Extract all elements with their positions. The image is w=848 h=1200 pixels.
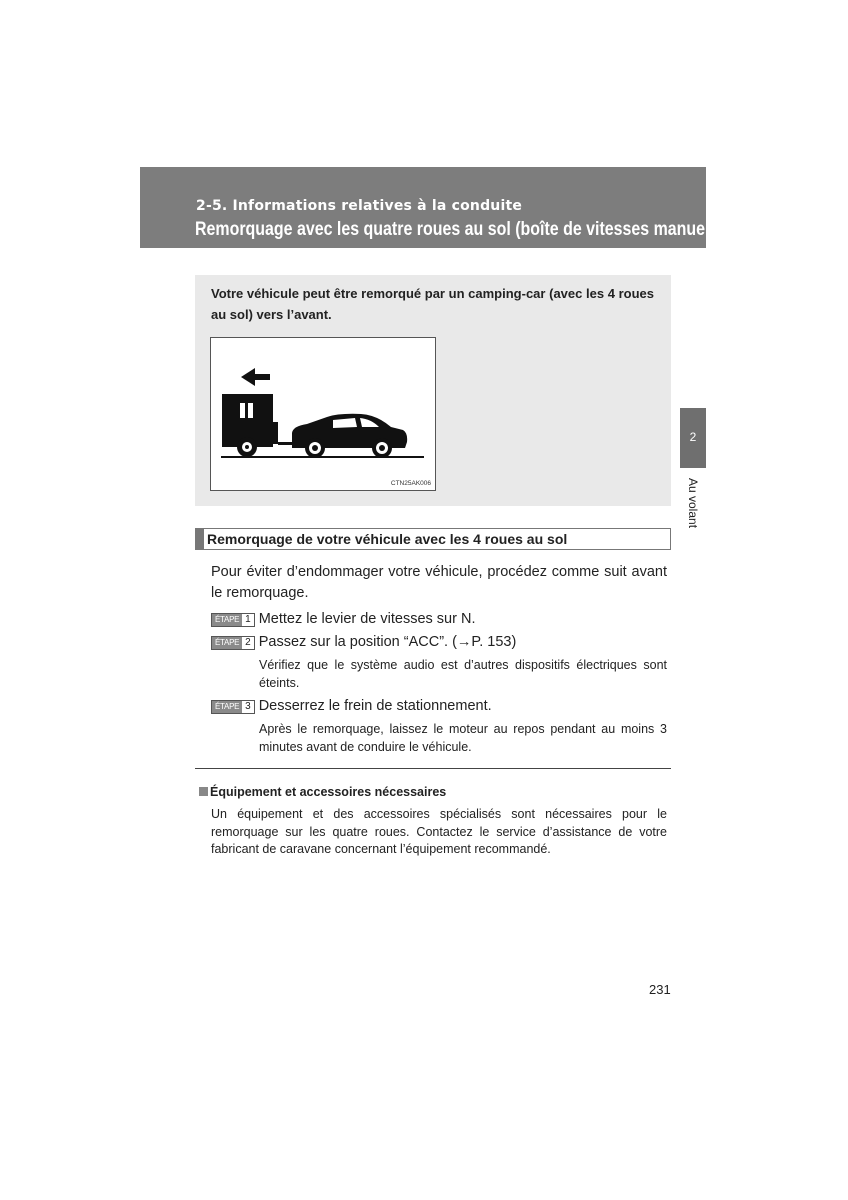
header-band [140,167,729,248]
towing-illustration-drawing [211,338,435,490]
camping-car-icon [222,394,292,457]
ground-line [221,456,424,458]
divider [195,768,671,769]
page-title: Remorquage avec les quatre roues au sol (boîte de vitesses manuelle) [195,219,729,240]
chapter-number: 2 [689,430,697,444]
step-badge-label: ÉTAPE [212,614,242,626]
intro-box [195,275,671,506]
step-text: Passez sur la position “ACC”. (→P. 153) [258,634,517,650]
step-badge [211,613,255,627]
chapter-tab[interactable] [680,408,706,468]
step-badge-label: ÉTAPE [212,701,242,713]
equipment-heading [199,785,446,799]
equipment-heading-text: Équipement et accessoires nécessaires [210,785,447,799]
subsection-heading [195,528,671,550]
step-badge [211,700,255,714]
car-icon [292,414,407,458]
step-3-note: Après le remorquage, laissez le moteur au repos pendant au moins 3 minutes avant de conduire le véhicule. [259,722,667,754]
step-badge [211,636,255,650]
step-2-note: Vérifiez que le système audio est d’autres dispositifs électriques sont éteints. [259,658,667,690]
subsection-intro: Pour éviter d’endommager votre véhicule, procédez comme suit avant le remorquage. [211,564,667,601]
step-badge-number: 2 [242,637,254,649]
page-number: 231 [649,982,671,997]
step-badge-number: 3 [242,701,254,713]
towing-illustration [210,337,436,491]
bullet-square-icon [199,787,208,796]
intro-text: Votre véhicule peut être remorqué par un camping-car (avec les 4 roues au sol) vers l’avant. [211,286,654,322]
step-text: Mettez le levier de vitesses sur N. [258,611,476,627]
section-label: 2-5. Informations relatives à la conduite [196,198,523,214]
step-1 [211,611,475,627]
direction-arrow-icon [241,368,270,386]
step-badge-number: 1 [242,614,254,626]
subsection-heading-text: Remorquage de votre véhicule avec les 4 roues au sol [207,531,568,547]
step-badge-label: ÉTAPE [212,637,242,649]
step-2 [211,634,516,650]
step-3 [211,698,492,714]
equipment-text: Un équipement et des accessoires spécialisés sont nécessaires pour le remorquage sur les quatre roues. Contactez le service d’assistance de votre fabricant de caravane concernant l’équipement recommandé. [211,807,667,856]
chapter-label: Au volant [686,478,700,529]
step-text: Desserrez le frein de stationnement. [258,698,492,714]
figure-code: CTN25AK006 [390,480,431,487]
